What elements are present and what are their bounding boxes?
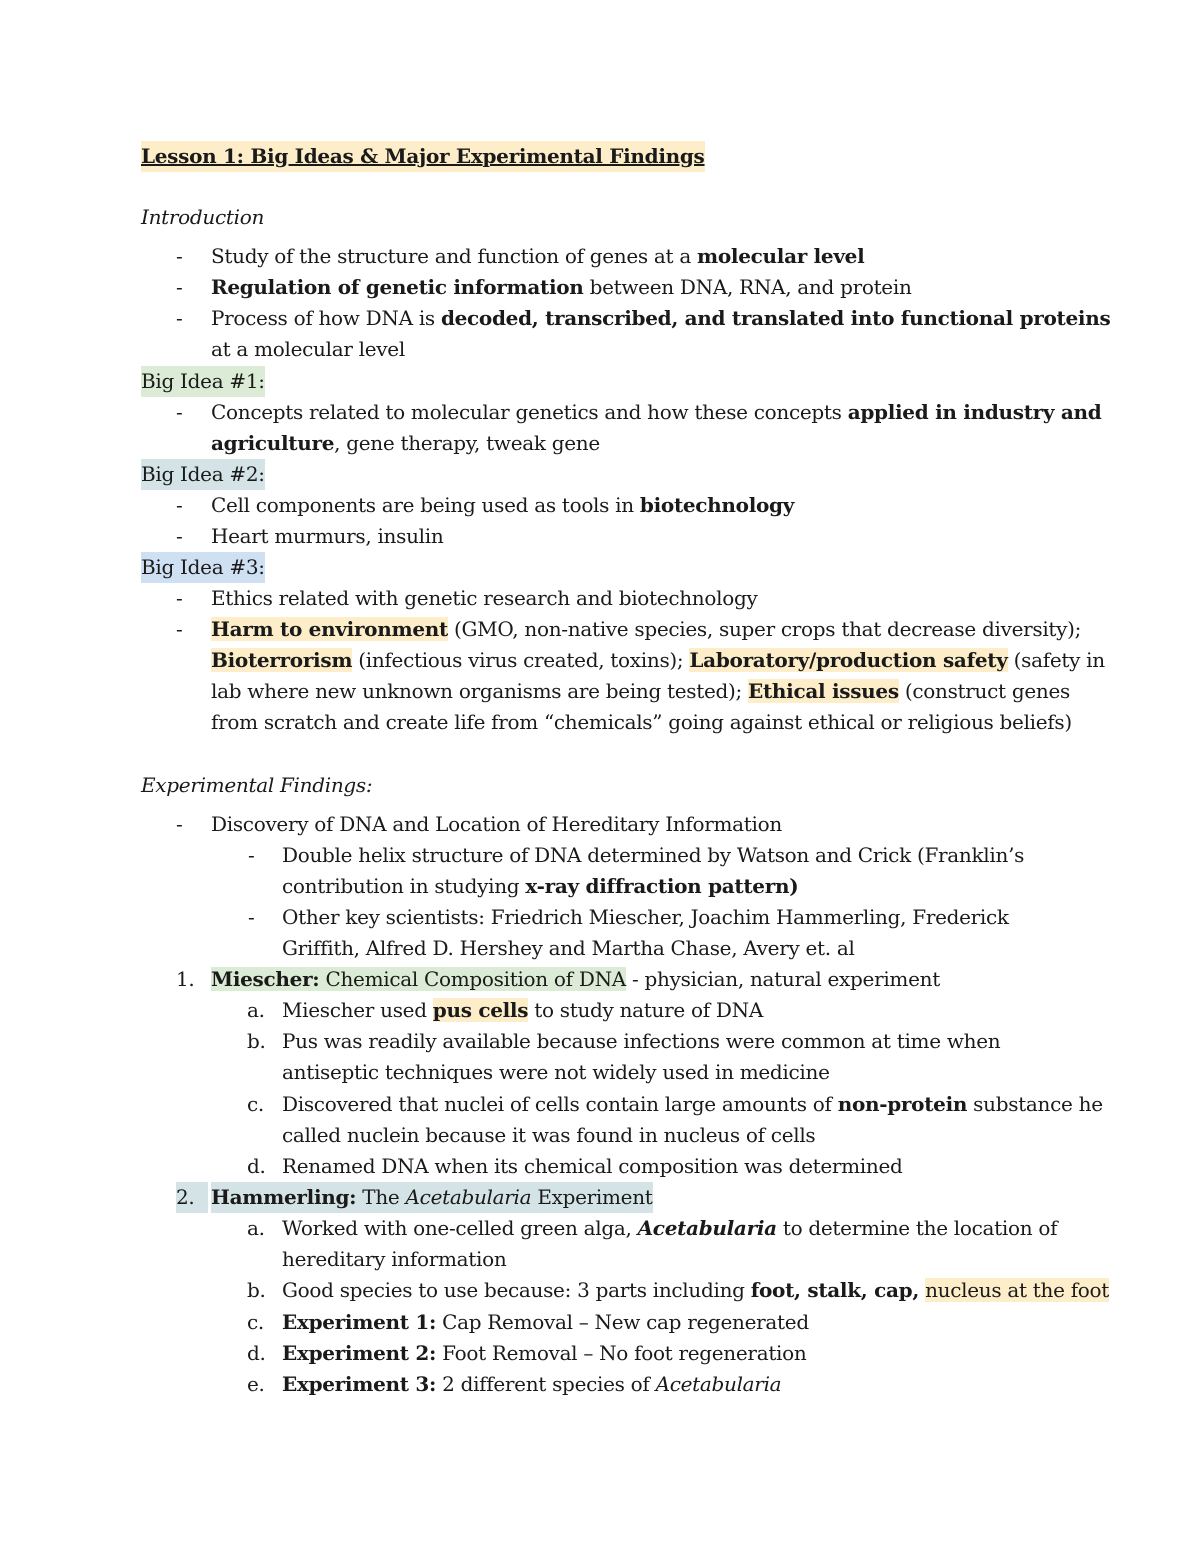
big-idea-2-heading: Big Idea #2:	[141, 459, 265, 490]
bullet-text: Cell components are being used as tools in biotechnology	[211, 493, 795, 517]
list-text: Miescher used pus cells to study nature of DNA	[282, 998, 763, 1022]
list-text: Worked with one-celled green alga, Acetabularia to determine the location of	[282, 1216, 1058, 1240]
bullet-dash: -	[176, 493, 183, 517]
bullet-text: Regulation of genetic information between DNA, RNA, and protein	[211, 275, 912, 299]
list-text: called nuclein because it was found in nucleus of cells	[282, 1123, 816, 1147]
list-text: Experiment 3: 2 different species of Acetabularia	[282, 1372, 782, 1396]
bullet-dash: -	[248, 905, 255, 929]
big-idea-3-heading: Big Idea #3:	[141, 552, 265, 583]
bullet-text: lab where new unknown organisms are being tested); Ethical issues (construct genes	[211, 679, 1070, 703]
list-letter: a.	[247, 1216, 265, 1240]
bullet-text: Ethics related with genetic research and biotechnology	[211, 586, 758, 610]
bullet-dash: -	[248, 843, 255, 867]
bullet-text: agriculture, gene therapy, tweak gene	[211, 431, 600, 455]
list-text: hereditary information	[282, 1247, 507, 1271]
bullet-text: Bioterrorism (infectious virus created, toxins); Laboratory/production safety (safety in	[211, 648, 1105, 672]
list-text: Renamed DNA when its chemical composition was determined	[282, 1154, 903, 1178]
bullet-text: Other key scientists: Friedrich Miescher, Joachim Hammerling, Frederick	[282, 905, 1009, 929]
list-text: Hammerling: The Acetabularia Experiment	[211, 1182, 653, 1213]
list-number: 2.	[176, 1182, 208, 1213]
bullet-text: Griffith, Alfred D. Hershey and Martha Chase, Avery et. al	[282, 936, 855, 960]
list-text: antiseptic techniques were not widely used in medicine	[282, 1060, 830, 1084]
list-text: Experiment 1: Cap Removal – New cap regenerated	[282, 1310, 809, 1334]
bullet-dash: -	[176, 586, 183, 610]
list-text: Experiment 2: Foot Removal – No foot regeneration	[282, 1341, 807, 1365]
list-letter: b.	[247, 1029, 266, 1053]
list-letter: b.	[247, 1278, 266, 1302]
bullet-text: contribution in studying x-ray diffraction pattern)	[282, 874, 799, 898]
bullet-text: from scratch and create life from “chemicals” going against ethical or religious beliefs)	[211, 710, 1072, 734]
list-letter: c.	[247, 1092, 264, 1116]
bullet-text: Discovery of DNA and Location of Hereditary Information	[211, 812, 782, 836]
list-text: Discovered that nuclei of cells contain large amounts of non-protein substance he	[282, 1092, 1103, 1116]
bullet-dash: -	[176, 400, 183, 424]
bullet-text: Process of how DNA is decoded, transcribed, and translated into functional proteins	[211, 306, 1111, 330]
bullet-dash: -	[176, 812, 183, 836]
bullet-dash: -	[176, 524, 183, 548]
list-letter: a.	[247, 998, 265, 1022]
intro-heading: Introduction	[141, 205, 265, 229]
list-text: Good species to use because: 3 parts including foot, stalk, cap, nucleus at the foot	[282, 1278, 1110, 1302]
list-letter: c.	[247, 1310, 264, 1334]
bullet-text: Concepts related to molecular genetics and how these concepts applied in industry and	[211, 400, 1102, 424]
bullet-text: Double helix structure of DNA determined by Watson and Crick (Franklin’s	[282, 843, 1025, 867]
list-letter: d.	[247, 1154, 266, 1178]
list-letter: d.	[247, 1341, 266, 1365]
exp-heading: Experimental Findings:	[141, 773, 373, 797]
bullet-text: Harm to environment (GMO, non-native species, super crops that decrease diversity);	[211, 617, 1082, 641]
list-number: 1.	[176, 967, 195, 991]
list-text: Pus was readily available because infections were common at time when	[282, 1029, 1001, 1053]
list-letter: e.	[247, 1372, 265, 1396]
bullet-dash: -	[176, 275, 183, 299]
bullet-text: at a molecular level	[211, 337, 405, 361]
bullet-dash: -	[176, 244, 183, 268]
bullet-dash: -	[176, 617, 183, 641]
bullet-text: Heart murmurs, insulin	[211, 524, 444, 548]
big-idea-1-heading: Big Idea #1:	[141, 366, 265, 397]
bullet-text: Study of the structure and function of genes at a molecular level	[211, 244, 865, 268]
bullet-dash: -	[176, 306, 183, 330]
page-title: Lesson 1: Big Ideas & Major Experimental Findings	[141, 141, 705, 172]
list-text: Miescher: Chemical Composition of DNA - physician, natural experiment	[211, 967, 940, 991]
